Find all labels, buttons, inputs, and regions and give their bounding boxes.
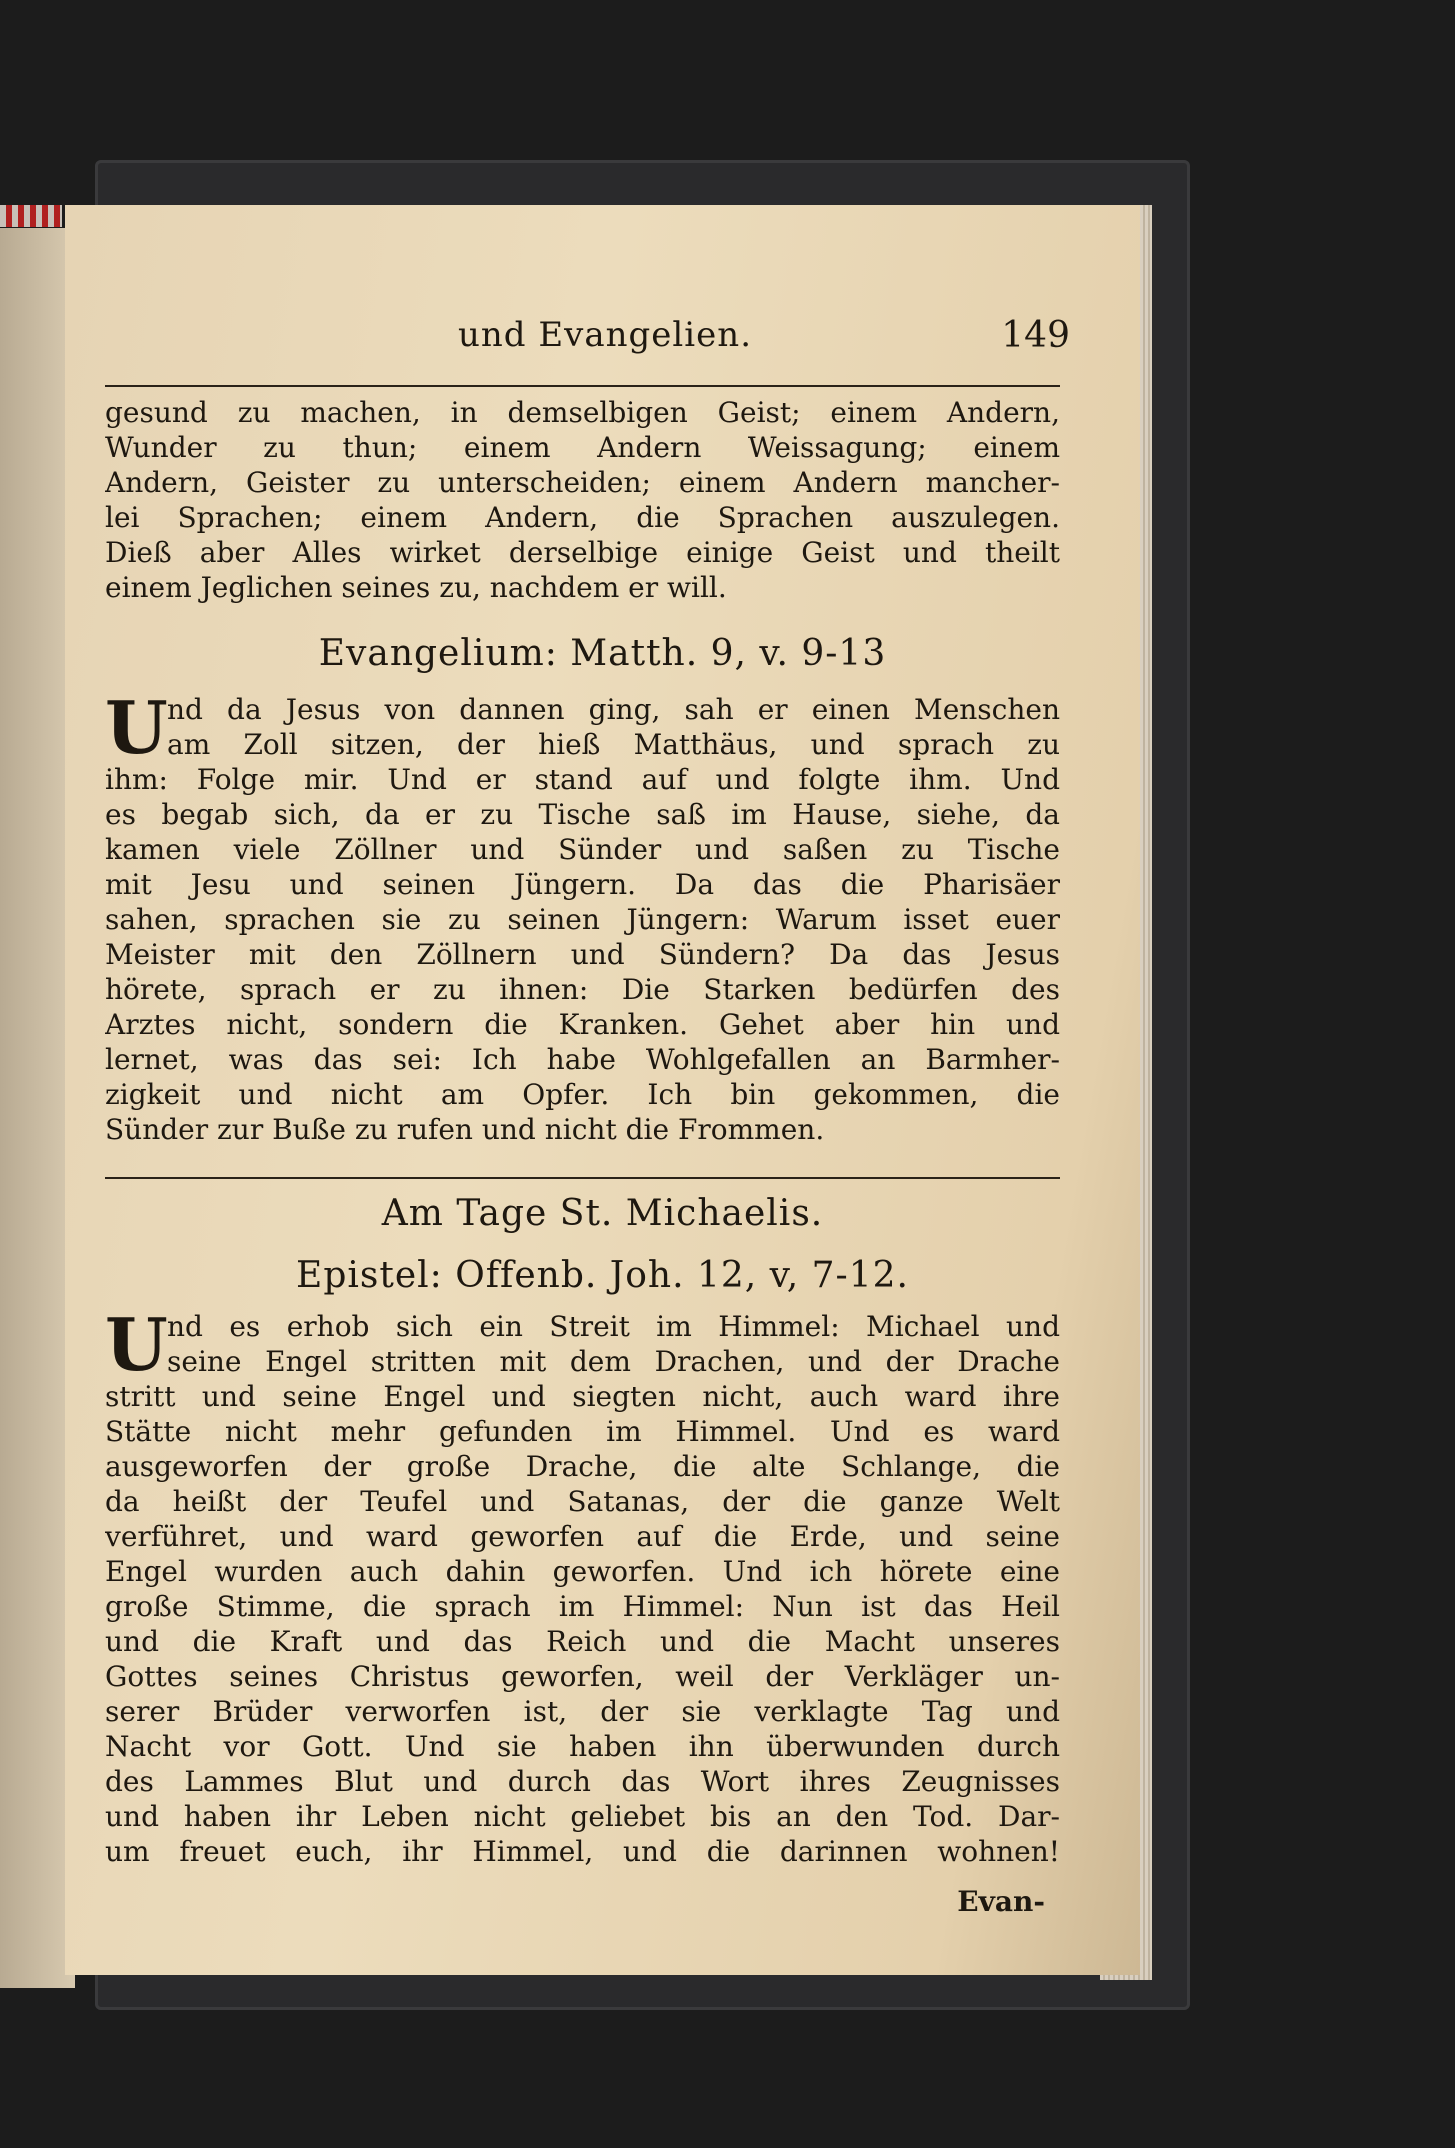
text-line: Gottes seines Christus geworfen, weil der Verkläger un- [105,1660,1060,1693]
section-rule [105,1177,1060,1179]
running-head [105,315,1105,375]
text-line: es begab sich, da er zu Tische saß im Hause, siehe, da [105,798,1060,831]
drop-cap: U [105,1302,168,1387]
text-line: um freuet euch, ihr Himmel, und die darinnen wohnen! [105,1835,1060,1868]
gospel-heading: Evangelium: Matth. 9, v. 9-13 [318,633,887,674]
epistle-heading: Epistel: Offenb. Joh. 12, v, 7-12. [296,1255,909,1296]
text-line: und haben ihr Leben nicht geliebet bis an den Tod. Dar- [105,1800,1060,1833]
book-page [65,205,1140,1975]
text-line: mit Jesu und seinen Jüngern. Da das die Pharisäer [105,868,1060,901]
text-line: verführet, und ward geworfen auf die Erde, und seine [105,1520,1060,1553]
text-line: lernet, was das sei: Ich habe Wohlgefallen an Barmher- [105,1043,1060,1076]
feast-heading: Am Tage St. Michaelis. [381,1193,824,1234]
text-line: Meister mit den Zöllnern und Sündern? Da das Jesus [105,938,1060,971]
page-number: 149 [1001,315,1070,356]
text-line: nd da Jesus von dannen ging, sah er einen Menschen [167,693,1060,726]
text-line: seine Engel stritten mit dem Drachen, und der Drache [167,1345,1060,1378]
ribbon-bookmark [0,205,62,227]
text-line: Wunder zu thun; einem Andern Weissagung; einem [105,431,1060,464]
text-line: Sünder zur Buße zu rufen und nicht die Frommen. [105,1113,825,1146]
epistle-text [105,1302,1060,1869]
text-line: Stätte nicht mehr gefunden im Himmel. Und es ward [105,1415,1060,1448]
text-line: hörete, sprach er zu ihnen: Die Starken bedürfen des [105,973,1060,1006]
text-line: stritt und seine Engel und siegten nicht, auch ward ihre [105,1380,1060,1413]
text-line: da heißt der Teufel und Satanas, der die ganze Welt [105,1485,1060,1518]
running-title: und Evangelien. [457,315,753,355]
text-line: nd es erhob sich ein Streit im Himmel: Michael und [167,1310,1060,1343]
text-line: große Stimme, die sprach im Himmel: Nun ist das Heil [105,1590,1060,1623]
gospel-text [105,685,1060,1147]
header-rule [105,385,1060,387]
text-line: gesund zu machen, in demselbigen Geist; einem Andern, [105,396,1060,429]
text-line: serer Brüder verworfen ist, der sie verklagte Tag und [105,1695,1060,1728]
drop-cap: U [105,685,168,770]
text-line: und die Kraft und das Reich und die Macht unseres [105,1625,1060,1658]
text-line: einem Jeglichen seines zu, nachdem er will. [105,571,727,604]
text-line: des Lammes Blut und durch das Wort ihres Zeugnisses [105,1765,1060,1798]
text-line: ausgeworfen der große Drache, die alte Schlange, die [105,1450,1060,1483]
text-line: Engel wurden auch dahin geworfen. Und ich hörete eine [105,1555,1060,1588]
text-line: kamen viele Zöllner und Sünder und saßen zu Tische [105,833,1060,866]
catchword: Evan- [957,1885,1045,1918]
first-passage [105,395,1060,605]
text-line: ihm: Folge mir. Und er stand auf und folgte ihm. Und [105,763,1060,796]
text-line: zigkeit und nicht am Opfer. Ich bin gekommen, die [105,1078,1060,1111]
text-line: sahen, sprachen sie zu seinen Jüngern: Warum isset euer [105,903,1060,936]
text-line: Dieß aber Alles wirket derselbige einige Geist und theilt [105,536,1060,569]
text-line: Arztes nicht, sondern die Kranken. Gehet aber hin und [105,1008,1060,1041]
text-line: Nacht vor Gott. Und sie haben ihn überwunden durch [105,1730,1060,1763]
text-line: lei Sprachen; einem Andern, die Sprachen auszulegen. [105,501,1060,534]
text-line: am Zoll sitzen, der hieß Matthäus, und sprach zu [167,728,1060,761]
facing-page-edge [0,228,75,1988]
text-line: Andern, Geister zu unterscheiden; einem Andern mancher- [105,466,1060,499]
